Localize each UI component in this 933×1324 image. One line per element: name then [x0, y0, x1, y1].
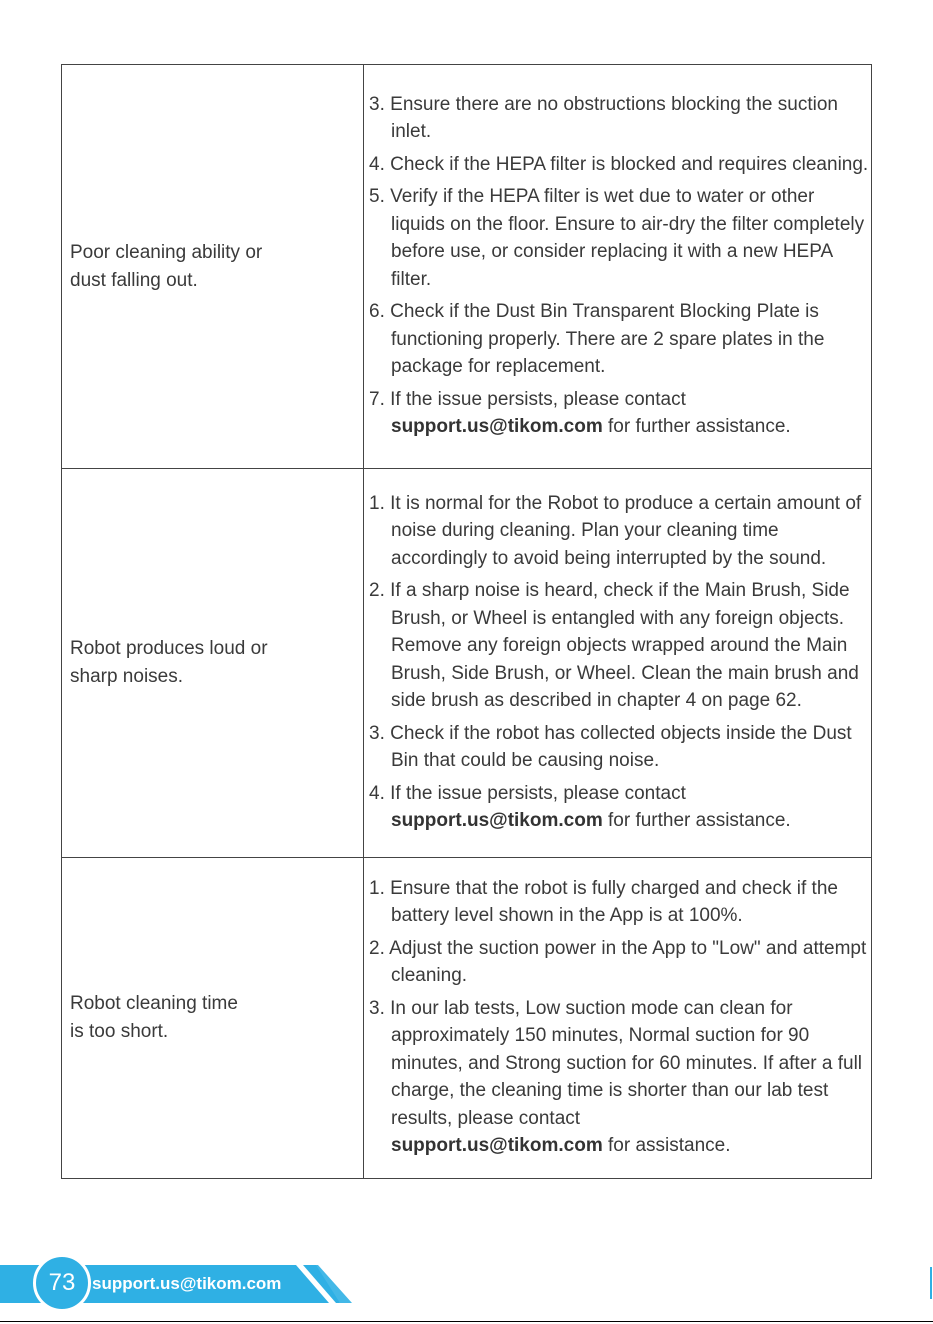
item-text: Ensure there are no obstructions blocking the suction inlet.: [390, 93, 838, 142]
solution-item: [369, 183, 869, 293]
item-number: 7.: [369, 388, 385, 410]
item-text: If the issue persists, please contact: [390, 388, 686, 410]
solution-item: [369, 386, 869, 441]
item-number: 3.: [369, 722, 385, 744]
problem-line: Robot cleaning time: [70, 993, 238, 1014]
page-number: 73: [48, 1269, 76, 1296]
solution-item: [369, 875, 869, 930]
item-text: Check if the robot has collected objects inside the Dust Bin that could be causing noise.: [390, 722, 852, 771]
solution-cell: [364, 858, 872, 1179]
item-text: If the issue persists, please contact: [390, 782, 686, 804]
problem-line: Poor cleaning ability or: [70, 241, 263, 263]
item-text: If a sharp noise is heard, check if the Main Brush, Side Brush, or Wheel is entangled with any foreign objects. Remove any foreign objects wrapped around the Main Brush, Side Brush, or Wheel. Clean the main brush and side brush as described in chapter 4 on page 62.: [390, 580, 859, 711]
item-text-after: for assistance.: [608, 1135, 731, 1156]
support-email-link[interactable]: support.us@tikom.com: [391, 1135, 603, 1156]
item-text-after: for further assistance.: [608, 416, 791, 437]
page-number-badge: [33, 1254, 91, 1312]
solution-item: [369, 935, 869, 990]
item-number: 6.: [369, 301, 385, 322]
footer-email[interactable]: support.us@tikom.com: [92, 1274, 282, 1293]
support-email-link[interactable]: support.us@tikom.com: [391, 416, 603, 437]
item-text-after: for further assistance.: [608, 810, 791, 831]
problem-cell: [62, 469, 364, 858]
table-row: [62, 469, 872, 858]
item-text: In our lab tests, Low suction mode can clean for approximately 150 minutes, Normal suction for 90 minutes, and Strong suction for 60 minutes. If after a full charge, the cleaning time is shorter than our lab test results, please contact: [390, 997, 863, 1129]
solution-item: [369, 995, 869, 1160]
solution-item: [369, 151, 869, 179]
troubleshooting-table: [61, 64, 872, 1179]
solution-item: [369, 91, 869, 146]
solution-item: [369, 720, 869, 775]
item-number: 2.: [369, 937, 385, 959]
table-row: [62, 858, 872, 1179]
item-text: Verify if the HEPA filter is wet due to water or other liquids on the floor. Ensure to air-dry the filter completely before use, or consider replacing it with a new HEPA filter.: [390, 186, 865, 290]
table-row: [62, 65, 872, 469]
solution-cell: [364, 65, 872, 469]
problem-cell: [62, 858, 364, 1179]
bottom-rule: [0, 1321, 933, 1322]
problem-cell: [62, 65, 364, 469]
problem-line: is too short.: [70, 1021, 169, 1042]
item-number: 3.: [369, 93, 385, 115]
item-text: Check if the Dust Bin Transparent Blocking Plate is functioning properly. There are 2 spare plates in the package for replacement.: [390, 301, 825, 377]
solution-cell: [364, 469, 872, 858]
item-text: Check if the HEPA filter is blocked and requires cleaning.: [390, 153, 869, 175]
solution-item: [369, 490, 869, 573]
support-email-link[interactable]: support.us@tikom.com: [391, 810, 603, 831]
problem-line: sharp noises.: [70, 666, 184, 687]
item-number: 4.: [369, 153, 385, 175]
item-number: 3.: [369, 997, 385, 1019]
problem-line: dust falling out.: [70, 269, 198, 291]
item-text: It is normal for the Robot to produce a certain amount of noise during cleaning. Plan your cleaning time accordingly to avoid being interrupted by the sound.: [390, 492, 862, 569]
item-number: 4.: [369, 782, 385, 804]
problem-line: Robot produces loud or: [70, 638, 268, 659]
item-number: 1.: [369, 877, 385, 899]
solution-item: [369, 577, 869, 715]
solution-item: [369, 298, 869, 381]
item-text: Adjust the suction power in the App to "Low" and attempt cleaning.: [389, 937, 867, 986]
item-number: 5.: [369, 186, 385, 207]
item-text: Ensure that the robot is fully charged and check if the battery level shown in the App is at 100%.: [390, 877, 838, 926]
right-edge-mark: [930, 1267, 932, 1299]
item-number: 1.: [369, 492, 385, 514]
solution-item: [369, 780, 869, 835]
item-number: 2.: [369, 580, 385, 601]
